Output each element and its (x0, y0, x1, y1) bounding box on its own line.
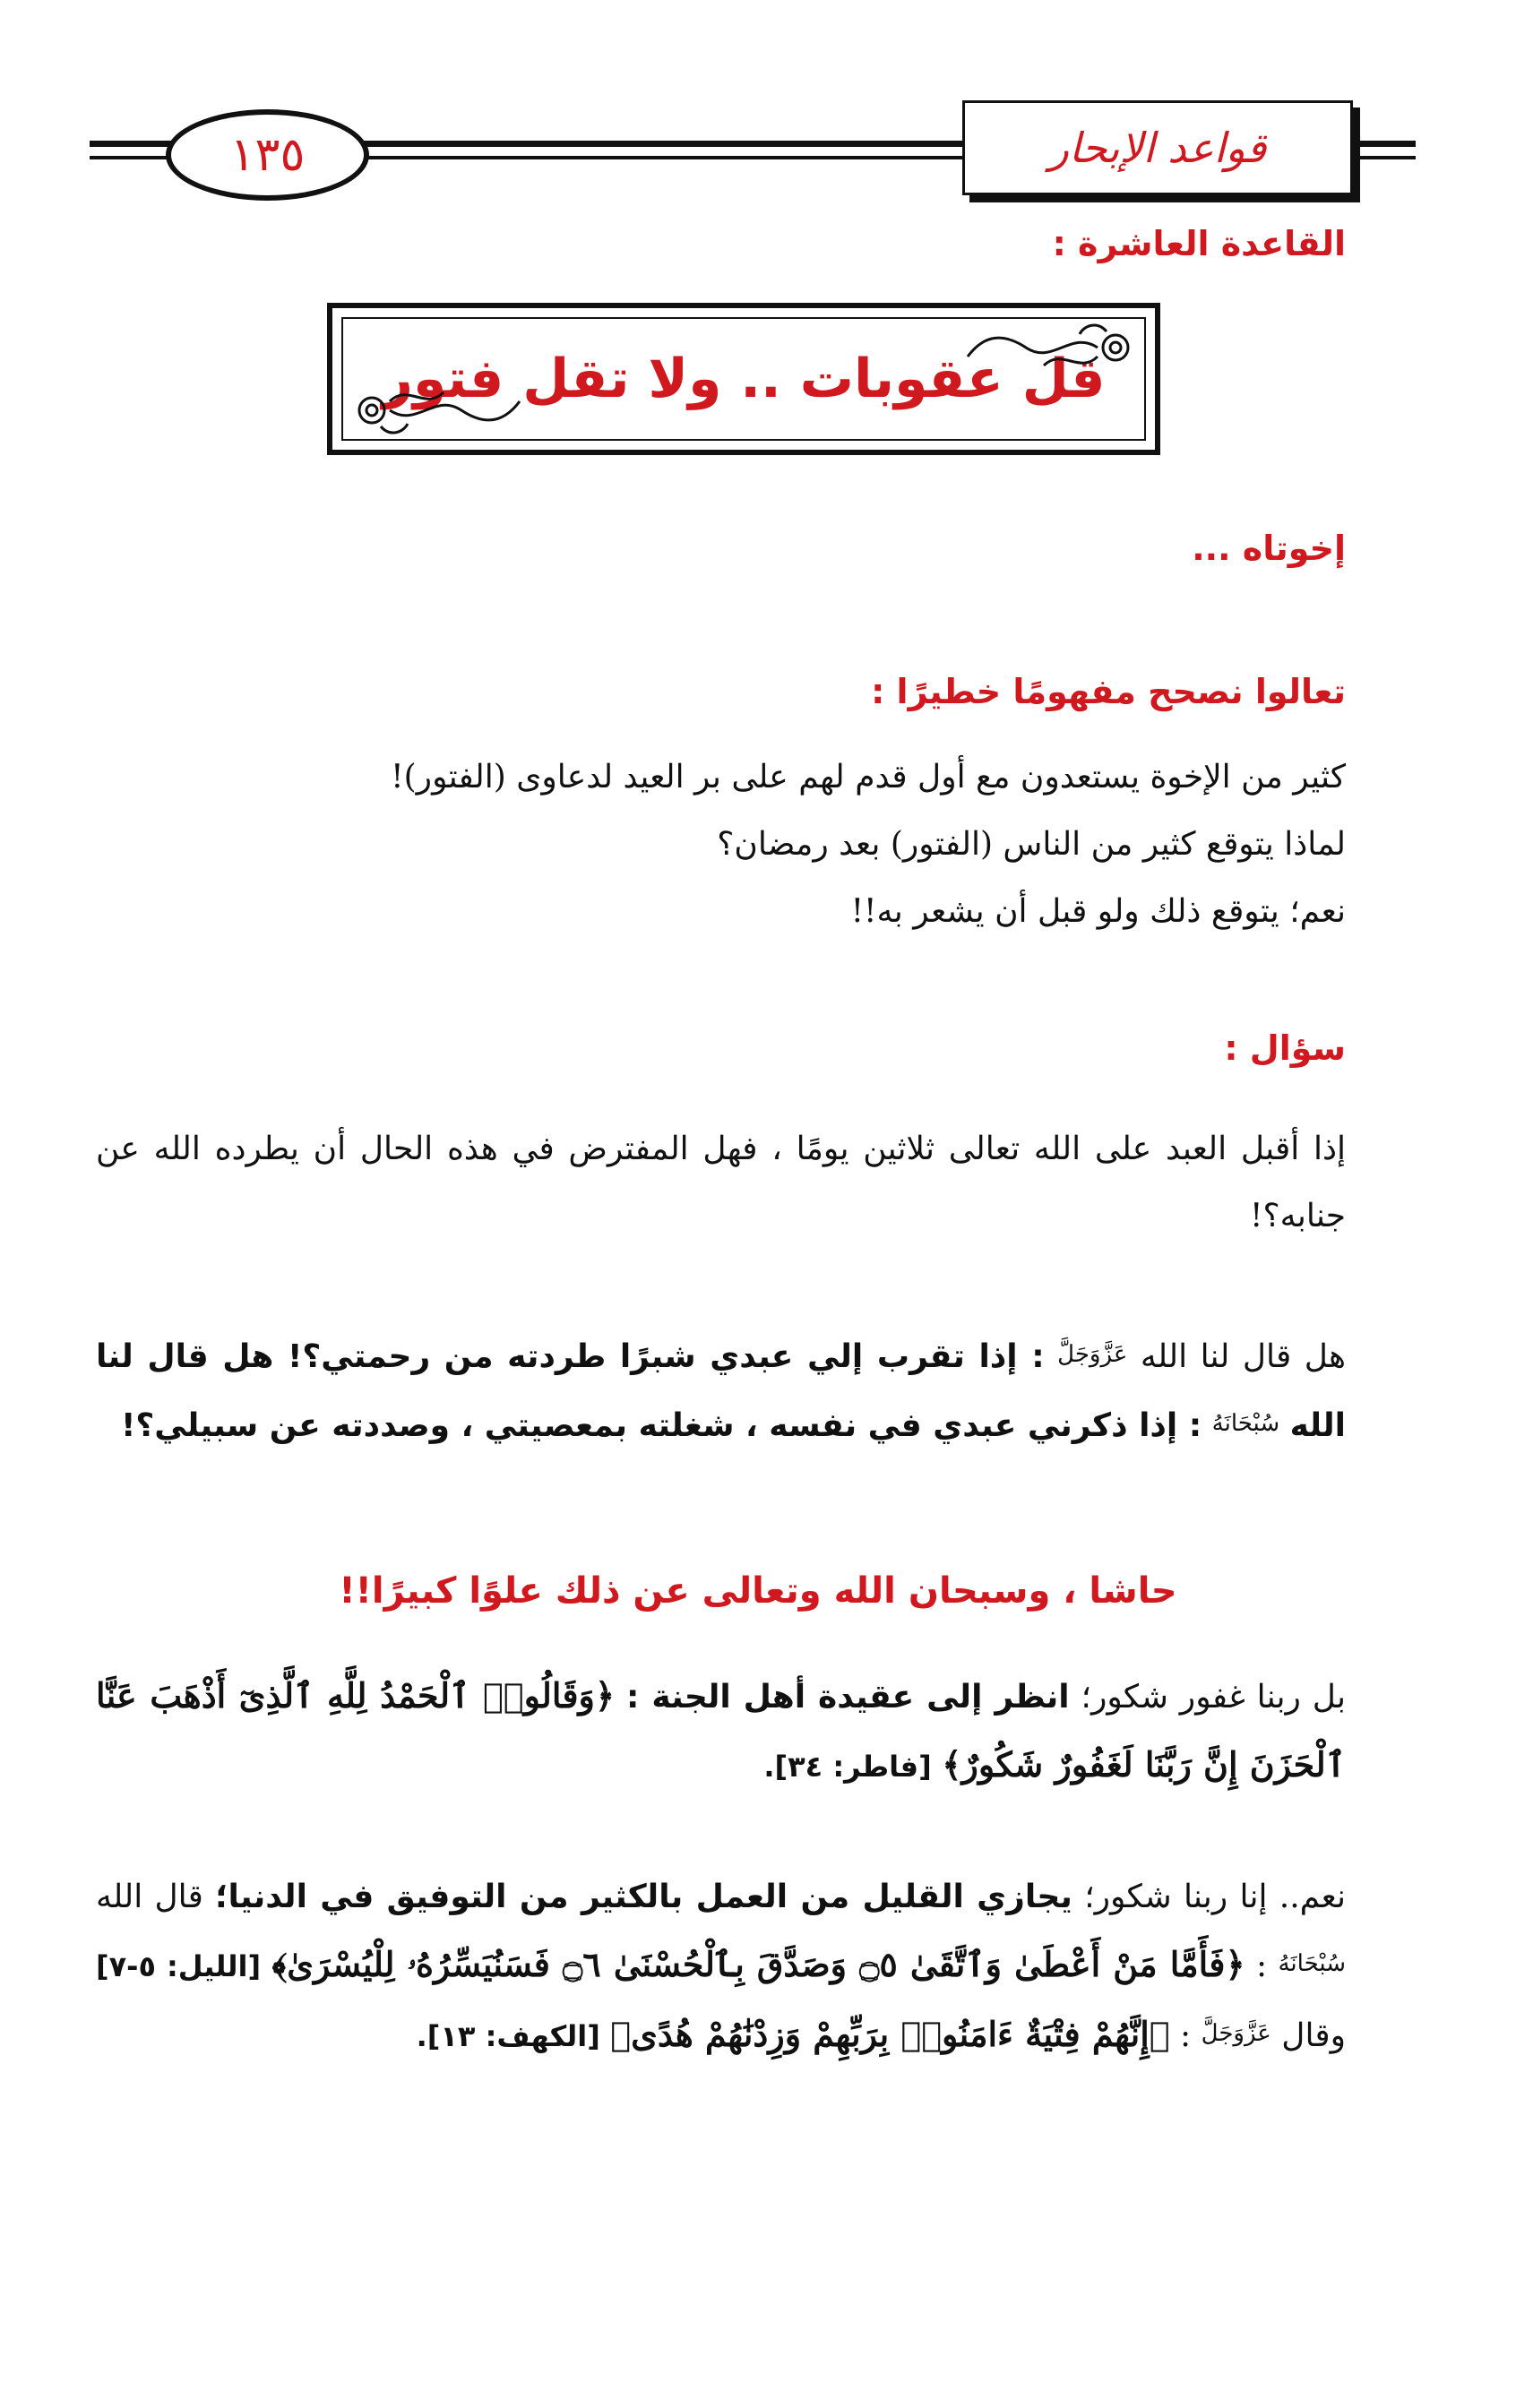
rule-label: القاعدة العاشرة : (1052, 224, 1346, 263)
paragraph-3 (96, 1321, 1346, 1459)
paragraph-line: كثير من الإخوة يستعدون مع أول قدم لهم على بر العيد لدعاوى (الفتور)! (391, 759, 1346, 796)
paragraph-text: : إذا تقرب إلي عبدي شبرًا طردته من رحمتي؟! هل قال لنا الله (96, 1338, 1346, 1444)
rule-title-box (327, 303, 1160, 455)
paragraph-text: انظر إلى عقيدة أهل الجنة : (626, 1679, 1070, 1716)
verse-reference: [الليل: ٥-٧] (96, 1949, 262, 1983)
paragraph-4 (96, 1662, 1346, 1801)
page-number-oval (166, 109, 369, 201)
paragraph-line: نعم؛ يتوقع ذلك ولو قبل أن يشعر به!! (850, 893, 1346, 930)
paragraph-text: : (1255, 1948, 1268, 1984)
honorific: عَزَّوَجَلَّ (1201, 2020, 1271, 2047)
highlight-line: حاشا ، وسبحان الله وتعالى عن ذلك علوًا كبيرًا!! (339, 1570, 1177, 1612)
quran-verse: ﴿وَقَالُوا۟ ٱلْحَمْدُ لِلَّهِ ٱلَّذِىٓ أَذْهَبَ عَنَّا ٱلْحَزَنَ إِنَّ رَبَّنَا لَغَفُورٌ شَكُورٌ﴾ (96, 1675, 1346, 1784)
paragraph-text: قال الله (96, 1879, 203, 1915)
paragraph-5 (96, 1863, 1346, 2070)
quran-verse: ﴿فَأَمَّا مَنْ أَعْطَىٰ وَٱتَّقَىٰ ۝٥ وَصَدَّقَ بِٱلْحُسْنَىٰ ۝٦ فَسَنُيَسِّرُهُۥ لِلْيُسْرَىٰ﴾ (271, 1944, 1245, 1984)
flourish-ornament-icon (345, 374, 524, 437)
greeting-heading: إخوتاه ... (1192, 529, 1346, 568)
quran-verse: ﴿إِنَّهُمْ فِتْيَةٌ ءَامَنُوا۟ بِرَبِّهِمْ وَزِدْنَٰهُمْ هُدًى﴾ (610, 2014, 1170, 2054)
paragraph-text: نعم.. إنا ربنا شكور؛ (1084, 1879, 1346, 1915)
intro-heading: تعالوا نصحح مفهومًا خطيرًا : (871, 672, 1346, 711)
verse-reference: [فاطر: ٣٤]. (763, 1750, 932, 1784)
honorific: سُبْحَانَهُ (1278, 1950, 1346, 1977)
verse-reference: [الكهف: ١٣]. (416, 2019, 600, 2053)
flourish-ornament-icon (963, 321, 1142, 383)
rule-title: قل عقوبات .. ولا تقل فتور (382, 348, 1106, 410)
honorific: عَزَّوَجَلَّ (1057, 1341, 1128, 1368)
page-header (90, 100, 1416, 199)
question-heading: سؤال : (1224, 1028, 1346, 1068)
paragraph-line: لماذا يتوقع كثير من الناس (الفتور) بعد رمضان؟ (717, 826, 1346, 863)
paragraph-text: إذا أقبل العبد على الله تعالى ثلاثين يومًا ، فهل المفترض في هذه الحال أن يطرده الله عن جنابه؟! (96, 1131, 1346, 1234)
paragraph-text: وقال (1281, 2017, 1346, 2054)
book-title: قواعد الإبحار (1048, 124, 1267, 172)
page-number: ١٣٥ (229, 128, 306, 182)
paragraph-2 (96, 1115, 1346, 1250)
book-title-box (962, 100, 1353, 195)
paragraph-text: هل قال لنا الله (1140, 1338, 1347, 1375)
honorific: سُبْحَانَهُ (1211, 1410, 1280, 1437)
paragraph-text: : إذا ذكرني عبدي في نفسه ، شغلته بمعصيتي ، وصددته عن سبيلي؟! (120, 1407, 1202, 1444)
paragraph-text: يجازي القليل من العمل بالكثير من التوفيق في الدنيا؛ (215, 1879, 1072, 1915)
paragraph-1 (96, 744, 1346, 945)
paragraph-text: : (1180, 2017, 1192, 2054)
paragraph-text: بل ربنا غفور شكور؛ (1081, 1679, 1347, 1716)
